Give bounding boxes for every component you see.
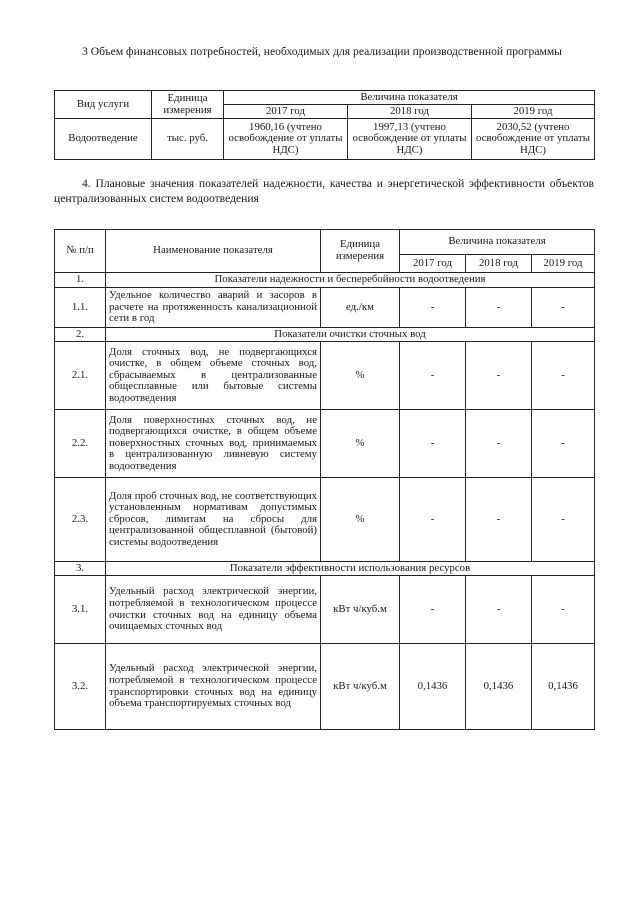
section-row — [55, 562, 595, 576]
row-value: - — [466, 410, 532, 478]
section-title: Показатели эффективности использования ресурсов — [106, 562, 595, 576]
row-value: - — [466, 342, 532, 410]
row-unit: кВт ч/куб.м — [321, 644, 400, 730]
header-year: 2018 год — [348, 105, 472, 119]
row-value: 0,1436 — [532, 644, 595, 730]
header-year: 2019 год — [472, 105, 595, 119]
row-no: 3.1. — [55, 576, 106, 644]
row-value: - — [400, 410, 466, 478]
header-year: 2017 год — [400, 255, 466, 273]
header-year: 2019 год — [532, 255, 595, 273]
row-value: - — [532, 410, 595, 478]
table-row — [55, 644, 595, 730]
table-row — [55, 576, 595, 644]
row-value: - — [532, 576, 595, 644]
row-value: - — [532, 478, 595, 562]
financial-needs-table — [54, 90, 595, 160]
header-year: 2018 год — [466, 255, 532, 273]
row-value: 0,1436 — [400, 644, 466, 730]
header-unit: Единица измерения — [152, 91, 224, 119]
row-name: Доля проб сточных вод, не соответствующих установленным нормативам допустимых сбросов, лимитам на сбросы для централизованной общесплавной (бытовой) системы водоотведения — [106, 478, 321, 562]
row-name: Удельный расход электрической энергии, потребляемой в технологическом процессе транспортировки сточных вод на единицу объема транспортируемых сточных вод — [106, 644, 321, 730]
row-unit: % — [321, 342, 400, 410]
header-no: № п/п — [55, 230, 106, 273]
cell-value: 1997,13 (учтено освобождение от уплаты НДС) — [348, 119, 472, 160]
row-name: Удельный расход электрической энергии, потребляемой в технологическом процессе очистки сточных вод на единицу объема очищаемых сточных вод — [106, 576, 321, 644]
row-value: - — [400, 288, 466, 328]
section-3-heading: 3 Объем финансовых потребностей, необходимых для реализации производственной программы — [82, 45, 562, 58]
row-value: - — [466, 288, 532, 328]
section-row — [55, 328, 595, 342]
header-service: Вид услуги — [55, 91, 152, 119]
row-value: - — [466, 478, 532, 562]
cell-value: 2030,52 (учтено освобождение от уплаты НДС) — [472, 119, 595, 160]
section-title: Показатели очистки сточных вод — [106, 328, 595, 342]
row-name: Доля поверхностных сточных вод, не подвергающихся очистке, в общем объеме поверхностных сточных вод, принимаемых в централизованную ливневую систему водоотведения — [106, 410, 321, 478]
row-no: 3.2. — [55, 644, 106, 730]
table-row — [55, 410, 595, 478]
section-no: 1. — [55, 273, 106, 288]
header-value: Величина показателя — [224, 91, 595, 105]
cell-value: 1960,16 (учтено освобождение от уплаты НДС) — [224, 119, 348, 160]
table-row — [55, 288, 595, 328]
row-unit: % — [321, 478, 400, 562]
section-title: Показатели надежности и бесперебойности водоотведения — [106, 273, 595, 288]
row-unit: ед./км — [321, 288, 400, 328]
section-4-heading: 4. Плановые значения показателей надежности, качества и энергетической эффективности объектов централизованных систем водоотведения — [54, 177, 594, 205]
indicators-table — [54, 229, 595, 730]
header-unit: Единица измерения — [321, 230, 400, 273]
row-no: 2.1. — [55, 342, 106, 410]
section-row — [55, 273, 595, 288]
row-no: 1.1. — [55, 288, 106, 328]
table-row — [55, 342, 595, 410]
cell-service: Водоотведение — [55, 119, 152, 160]
row-no: 2.3. — [55, 478, 106, 562]
row-value: - — [400, 478, 466, 562]
row-value: - — [532, 288, 595, 328]
row-value: 0,1436 — [466, 644, 532, 730]
header-value: Величина показателя — [400, 230, 595, 255]
row-value: - — [532, 342, 595, 410]
table-row — [55, 478, 595, 562]
cell-unit: тыс. руб. — [152, 119, 224, 160]
header-name: Наименование показателя — [106, 230, 321, 273]
section-no: 3. — [55, 562, 106, 576]
section-no: 2. — [55, 328, 106, 342]
row-unit: % — [321, 410, 400, 478]
header-year: 2017 год — [224, 105, 348, 119]
row-value: - — [400, 342, 466, 410]
row-no: 2.2. — [55, 410, 106, 478]
row-unit: кВт ч/куб.м — [321, 576, 400, 644]
row-name: Удельное количество аварий и засоров в расчете на протяженность канализационной сети в год — [106, 288, 321, 328]
row-value: - — [466, 576, 532, 644]
row-name: Доля сточных вод, не подвергающихся очистке, в общем объеме сточных вод, сбрасываемых в централизованные общесплавные или бытовые системы водоотведения — [106, 342, 321, 410]
row-value: - — [400, 576, 466, 644]
